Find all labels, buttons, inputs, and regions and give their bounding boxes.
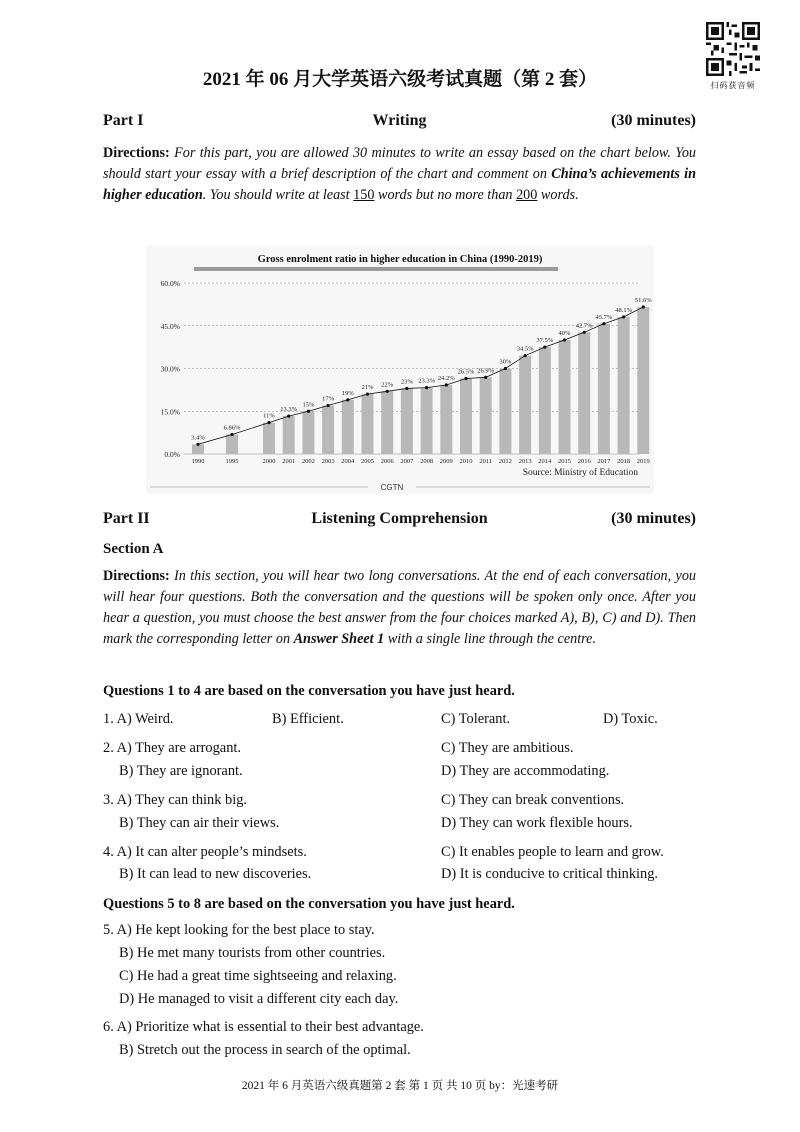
qr-code[interactable]	[706, 22, 760, 76]
data-point-2008	[425, 386, 428, 389]
qr-caption: 扫码获音频	[710, 81, 756, 90]
page-title: 2021 年 06 月大学英语六级考试真题（第 2 套）	[202, 69, 598, 90]
x-tick-label: 2006	[380, 458, 394, 465]
x-tick-label: 2013	[518, 458, 532, 465]
part1-label: Part I	[103, 112, 144, 129]
q3-option-b[interactable]: B) They can air their views.	[119, 815, 280, 831]
bar-1995	[226, 434, 238, 454]
directions-label: Directions:	[103, 568, 170, 584]
q2-option-a[interactable]: 2. A) They are arrogant.	[103, 740, 241, 756]
x-tick-label: 2011	[479, 458, 493, 465]
part2-header	[103, 510, 696, 528]
x-tick-label: 2008	[420, 458, 434, 465]
x-tick-label: 2009	[439, 458, 453, 465]
data-point-2007	[405, 387, 408, 390]
data-label: 48.1%	[615, 306, 632, 314]
bar-2005	[362, 394, 374, 454]
q4-option-c[interactable]: C) It enables people to learn and grow.	[441, 844, 664, 860]
part2-directions	[103, 566, 696, 650]
directions-text-c: words but no more than	[378, 187, 513, 203]
part1-directions	[103, 143, 696, 206]
directions-text-a: For this part, you are allowed 30 minutes to write an essay based on the chart below. You should start your essay with a brief description of the chart and comment on	[103, 145, 697, 182]
data-label: 13.3%	[280, 406, 298, 414]
part1-time: (30 minutes)	[611, 112, 696, 129]
q1-option-a[interactable]: 1. A) Weird.	[103, 711, 174, 727]
bar-2001	[283, 416, 295, 454]
bar-2009	[440, 385, 452, 454]
x-tick-label: 2015	[558, 458, 571, 465]
data-label: 40%	[558, 330, 571, 337]
data-point-2017	[602, 322, 605, 325]
chart-title: Gross enrolment ratio in higher education in China (1990-2019)	[257, 254, 543, 265]
data-point-2016	[583, 331, 586, 334]
part1-header	[103, 112, 696, 130]
x-tick-label: 2014	[538, 458, 552, 465]
bar-2016	[578, 332, 590, 454]
bar-2011	[480, 377, 492, 454]
bar-2017	[598, 324, 610, 454]
bar-2010	[460, 378, 472, 454]
q2-option-c[interactable]: C) They are ambitious.	[441, 740, 574, 756]
q2-option-b[interactable]: B) They are ignorant.	[119, 763, 243, 779]
data-label: 3.4%	[191, 434, 205, 442]
data-label: 45.7%	[595, 313, 613, 321]
directions-label: Directions:	[103, 145, 170, 161]
bar-2003	[322, 406, 334, 454]
group2-heading: Questions 5 to 8 are based on the conversation you have just heard.	[103, 896, 515, 912]
part2-label: Part II	[103, 510, 150, 527]
data-point-2014	[543, 346, 546, 349]
q5-option-d[interactable]: D) He managed to visit a different city each day.	[119, 991, 399, 1007]
min-words: 150	[353, 187, 375, 203]
directions-text-b: with a single line through the centre.	[387, 631, 596, 647]
data-label: 11%	[263, 412, 275, 420]
data-point-2003	[327, 404, 330, 407]
bar-2007	[401, 388, 413, 454]
y-tick-label: 60.0%	[160, 279, 180, 288]
q2-option-d[interactable]: D) They are accommodating.	[441, 763, 610, 779]
bar-2019	[637, 307, 649, 454]
q3-option-a[interactable]: 3. A) They can think big.	[103, 792, 248, 808]
q4-option-b[interactable]: B) It can lead to new discoveries.	[119, 866, 312, 882]
bar-2004	[342, 400, 354, 454]
data-label: 17%	[322, 395, 335, 403]
data-point-2015	[563, 338, 566, 341]
data-point-2009	[445, 383, 448, 386]
x-tick-label: 2010	[459, 458, 473, 465]
x-tick-label: 2016	[577, 458, 591, 465]
x-tick-label: 2002	[301, 458, 315, 465]
data-label: 15%	[302, 401, 315, 409]
data-label: 22%	[381, 381, 394, 389]
y-tick-label: 45.0%	[160, 321, 180, 331]
q3-option-d[interactable]: D) They can work flexible hours.	[441, 815, 633, 831]
x-tick-label: 2005	[361, 458, 374, 465]
data-point-2001	[287, 414, 290, 417]
q6-option-a[interactable]: 6. A) Prioritize what is essential to their best advantage.	[103, 1019, 424, 1035]
section-a-heading: Section A	[103, 541, 164, 557]
x-tick-label: 2017	[597, 458, 611, 465]
data-label: 34.5%	[516, 345, 534, 353]
data-point-2018	[622, 315, 625, 318]
bar-2008	[421, 388, 433, 454]
enrolment-chart	[146, 246, 654, 494]
max-words: 200	[516, 187, 538, 203]
chart-title-bar	[194, 267, 558, 271]
data-label: 19%	[341, 389, 354, 397]
bar-2012	[499, 369, 511, 455]
x-tick-label: 2019	[636, 458, 650, 465]
x-tick-label: 2003	[321, 458, 335, 465]
data-label: 23%	[400, 378, 413, 386]
data-point-2002	[307, 410, 310, 413]
x-tick-label: 2012	[498, 458, 512, 465]
bar-2013	[519, 356, 531, 454]
q4-option-d[interactable]: D) It is conducive to critical thinking.	[441, 866, 659, 882]
q1-option-c[interactable]: C) Tolerant.	[441, 711, 511, 727]
q5-option-c[interactable]: C) He had a great time sightseeing and relaxing.	[119, 968, 397, 984]
data-label: 23.3%	[418, 377, 435, 385]
data-label: 21%	[361, 384, 374, 392]
data-point-2000	[267, 421, 270, 424]
part2-name: Listening Comprehension	[311, 510, 488, 527]
data-point-2011	[484, 376, 487, 379]
q5-option-b[interactable]: B) He met many tourists from other countries.	[119, 945, 386, 961]
q3-option-c[interactable]: C) They can break conventions.	[441, 792, 625, 808]
part1-name: Writing	[372, 112, 427, 129]
data-label: 42.7%	[575, 322, 593, 330]
data-point-1995	[230, 433, 233, 436]
x-tick-label: 2001	[282, 458, 296, 465]
x-tick-label: 2007	[400, 458, 414, 465]
bar-2006	[381, 391, 393, 454]
data-label: 30%	[499, 358, 512, 366]
data-point-2010	[464, 377, 467, 380]
data-point-2012	[504, 367, 507, 370]
data-point-2006	[386, 390, 389, 393]
x-tick-label: 2018	[617, 458, 631, 465]
q1-option-b[interactable]: B) Efficient.	[272, 711, 344, 727]
data-label: 26.9%	[477, 367, 495, 375]
data-label: 37.5%	[536, 337, 554, 345]
q1-option-d[interactable]: D) Toxic.	[603, 711, 658, 727]
y-tick-label: 15.0%	[160, 407, 180, 417]
group1-heading: Questions 1 to 4 are based on the conversation you have just heard.	[103, 683, 515, 699]
data-point-2019	[642, 305, 645, 308]
directions-text-b: . You should write at least	[202, 187, 350, 203]
q5-option-a[interactable]: 5. A) He kept looking for the best place to stay.	[103, 922, 375, 938]
y-tick-label: 0.0%	[164, 450, 180, 459]
essay-topic: China’s achievements in higher education	[103, 166, 697, 203]
data-point-2004	[346, 398, 349, 401]
x-tick-label: 2004	[341, 458, 355, 465]
chart-source: Source: Ministry of Education	[522, 468, 638, 478]
data-label: 24.2%	[437, 375, 455, 383]
data-point-2013	[524, 354, 527, 357]
x-tick-label: 1995	[225, 458, 239, 465]
directions-text-a: In this section, you will hear two long conversations. At the end of each conversation, you will hear four questions. Both the conversation and the questions will be spoken only once. After you hear a question, you must choose the best answer from the four choices marked A), B), C) and D). Then mark the corresponding letter on	[103, 568, 697, 647]
data-point-2005	[366, 393, 369, 396]
data-point-1990	[196, 443, 199, 446]
part2-time: (30 minutes)	[611, 510, 696, 527]
q6-option-b[interactable]: B) Stretch out the process in search of the optimal.	[119, 1042, 411, 1058]
y-tick-label: 30.0%	[160, 364, 180, 374]
x-tick-label: 2000	[262, 458, 276, 465]
x-tick-label: 1990	[191, 458, 205, 465]
bar-2014	[539, 347, 551, 454]
bar-2015	[559, 340, 571, 454]
data-label: 51.6%	[634, 296, 652, 304]
chart-credit: CGTN	[380, 483, 404, 492]
answer-sheet: Answer Sheet 1	[293, 631, 385, 647]
page-footer: 2021 年 6 月英语六级真题第 2 套 第 1 页 共 10 页 by：光速考研	[241, 1080, 559, 1092]
directions-text-d: words.	[540, 187, 579, 203]
bar-2018	[618, 317, 630, 454]
data-label: 6.86%	[223, 424, 241, 432]
bar-2000	[263, 423, 275, 454]
data-label: 26.5%	[457, 368, 475, 376]
q4-option-a[interactable]: 4. A) It can alter people’s mindsets.	[103, 844, 307, 860]
bar-2002	[302, 411, 314, 454]
